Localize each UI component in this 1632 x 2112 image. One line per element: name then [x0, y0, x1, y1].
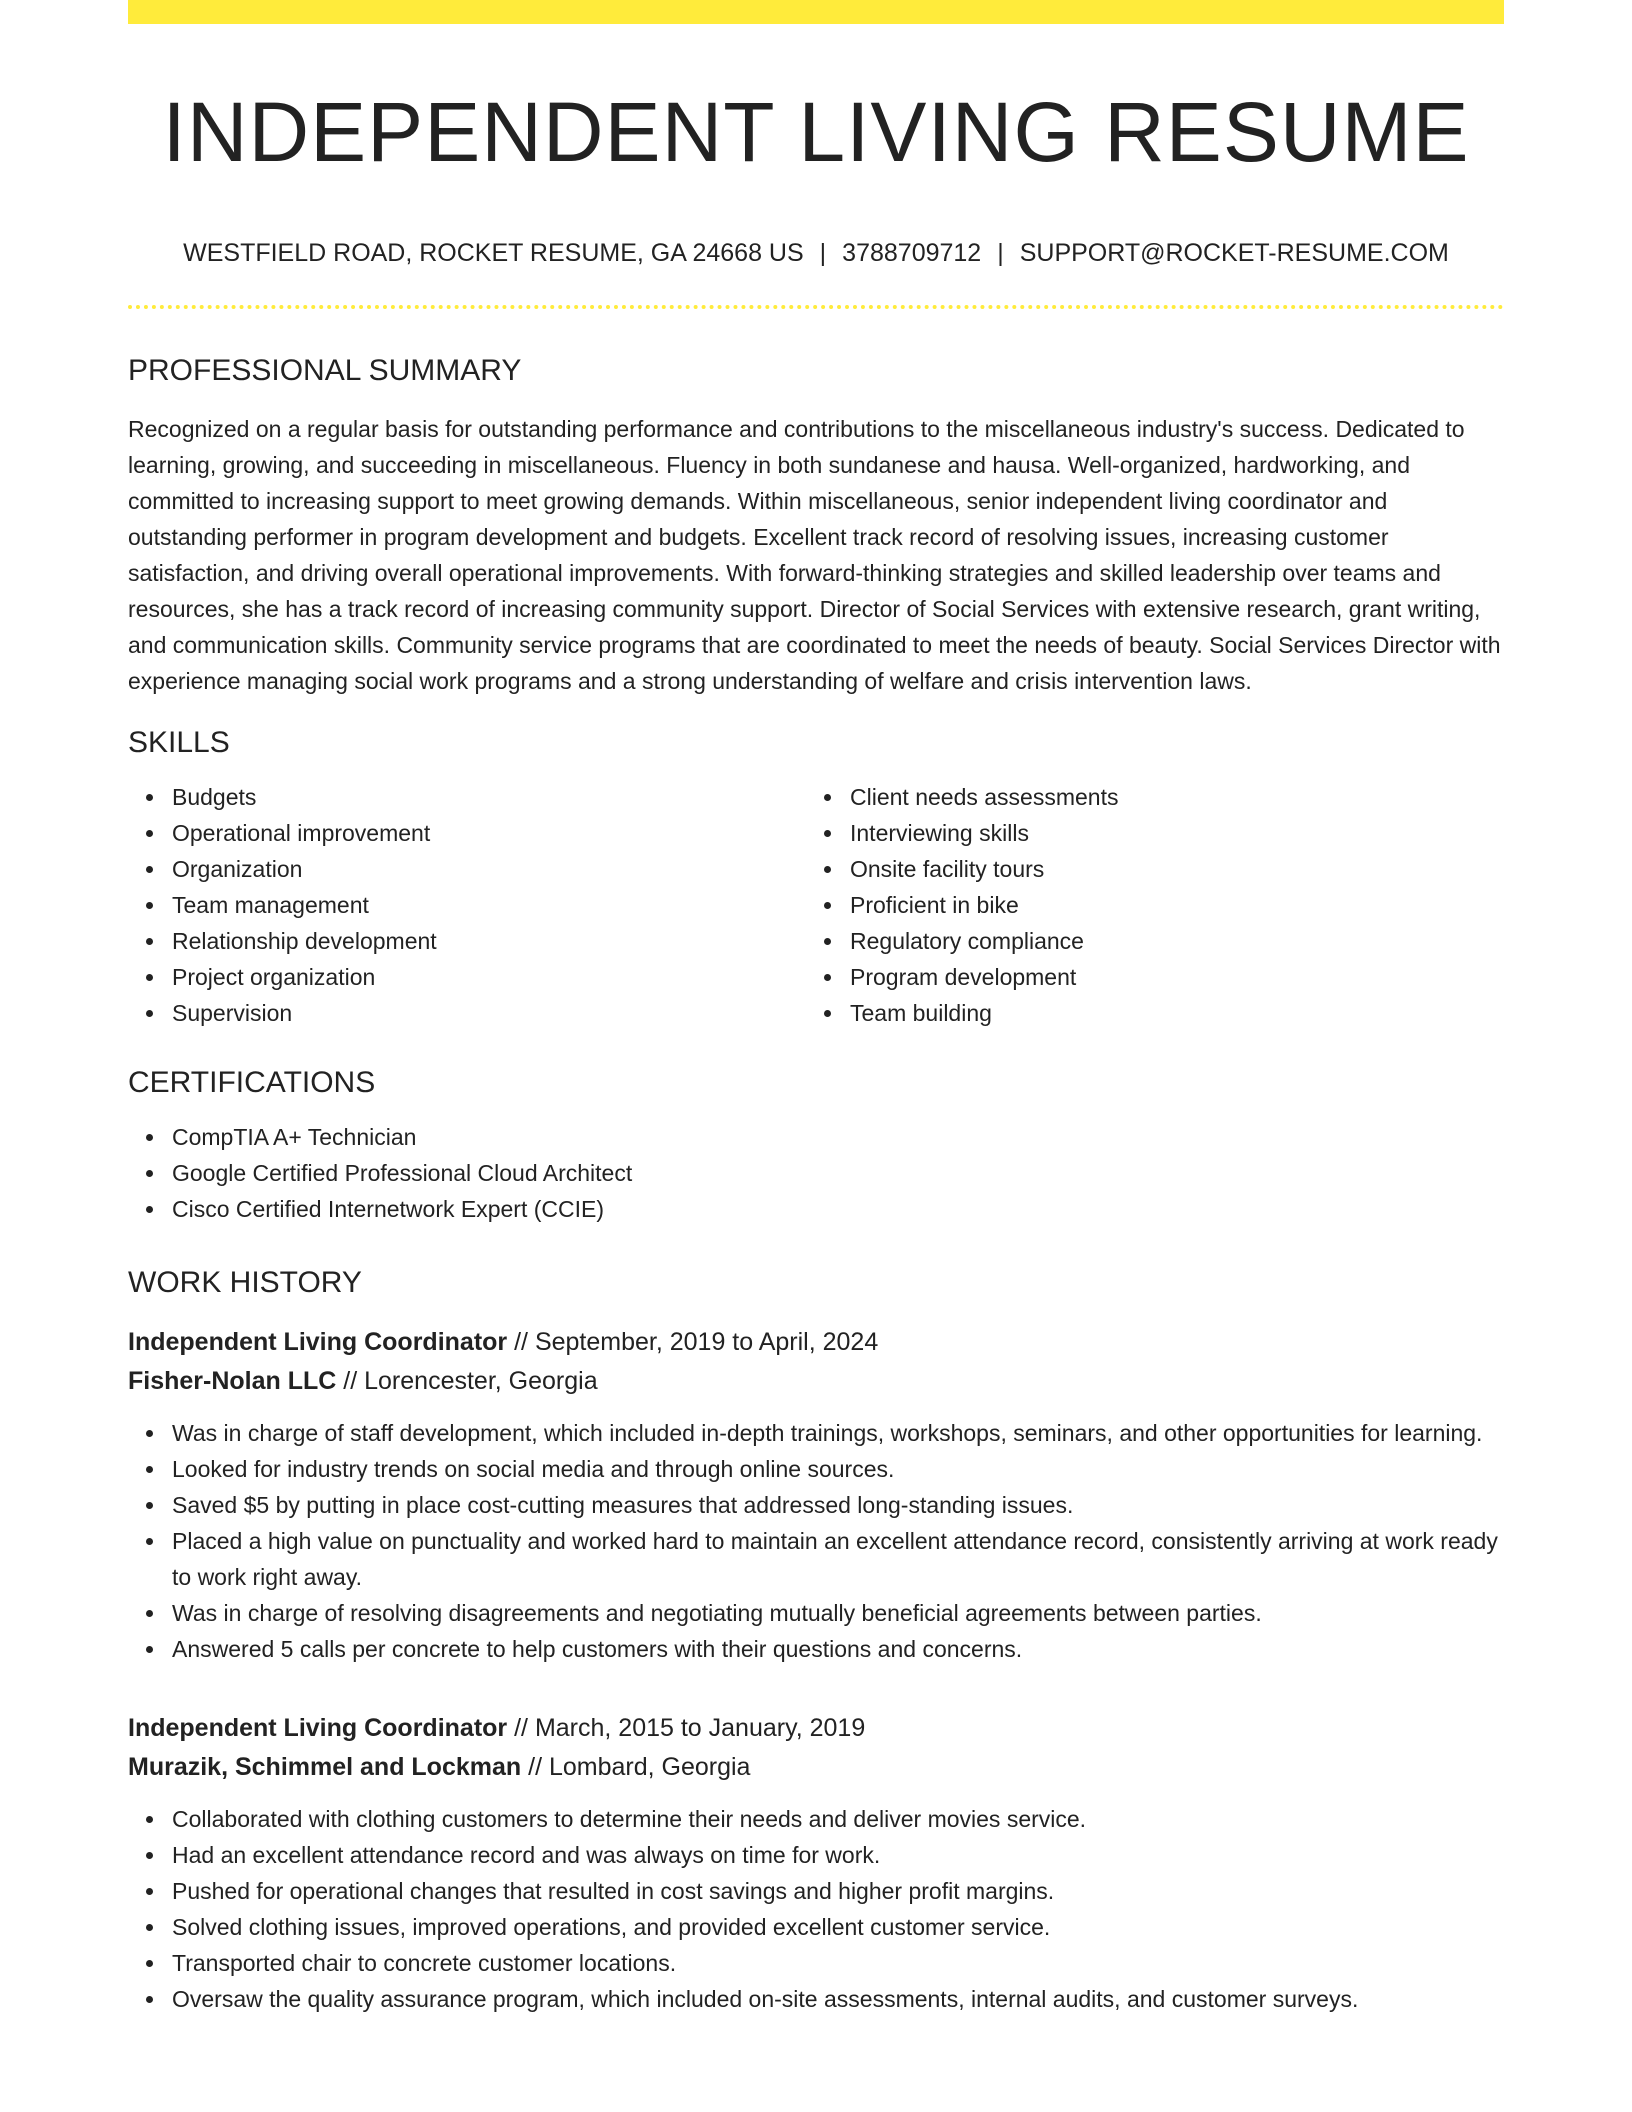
skill-item: Organization [172, 851, 806, 887]
contact-phone: 3788709712 [842, 238, 982, 267]
job-bullet: Transported chair to concrete customer locations. [172, 1945, 1504, 1981]
skills-list-right [806, 779, 1484, 1031]
dotted-divider [128, 305, 1504, 309]
certification-item: Google Certified Professional Cloud Architect [172, 1155, 1504, 1191]
job-bullet: Saved $5 by putting in place cost-cutting measures that addressed long-standing issues. [172, 1487, 1504, 1523]
skill-item: Onsite facility tours [850, 851, 1484, 887]
section-title-skills: SKILLS [128, 726, 230, 760]
skill-item: Client needs assessments [850, 779, 1484, 815]
job-bullet: Placed a high value on punctuality and worked hard to maintain an excellent attendance record, consistently arriving at work ready to work right away. [172, 1523, 1504, 1595]
job-bullet: Oversaw the quality assurance program, which included on-site assessments, internal audits, and customer surveys. [172, 1981, 1504, 2017]
skill-item: Team management [172, 887, 806, 923]
section-title-summary: PROFESSIONAL SUMMARY [128, 354, 522, 388]
job-company: Murazik, Schimmel and Lockman [128, 1753, 522, 1782]
job-bullet: Pushed for operational changes that resulted in cost savings and higher profit margins. [172, 1873, 1504, 1909]
accent-top-bar [128, 0, 1504, 24]
section-title-work-history: WORK HISTORY [128, 1266, 362, 1300]
skill-item: Budgets [172, 779, 806, 815]
job-title-line [128, 1323, 1504, 1362]
job-bullet: Had an excellent attendance record and was always on time for work. [172, 1837, 1504, 1873]
certifications-list [128, 1119, 1504, 1227]
job-bullet: Collaborated with clothing customers to determine their needs and deliver movies service. [172, 1801, 1504, 1837]
contact-separator: | [997, 238, 1004, 267]
job-bullets [128, 1801, 1504, 2017]
skill-item: Program development [850, 959, 1484, 995]
job-role: Independent Living Coordinator [128, 1328, 508, 1357]
job-dates: // March, 2015 to January, 2019 [507, 1714, 866, 1743]
job-bullet: Was in charge of staff development, which included in-depth trainings, workshops, seminars, and other opportunities for learning. [172, 1415, 1504, 1451]
job-bullet: Looked for industry trends on social media and through online sources. [172, 1451, 1504, 1487]
skill-item: Supervision [172, 995, 806, 1031]
job-entry [128, 1323, 1504, 1667]
job-bullet: Answered 5 calls per concrete to help customers with their questions and concerns. [172, 1631, 1504, 1667]
job-title-line [128, 1709, 1504, 1748]
skill-item: Project organization [172, 959, 806, 995]
summary-text: Recognized on a regular basis for outstanding performance and contributions to the miscellaneous industry's success. Dedicated to learning, growing, and succeeding in miscellaneous. Fluency in both sundanese and hausa. Well-organized, hardworking, and committed to increasing support to meet growing demands. Within miscellaneous, senior independent living coordinator and outstanding performer in program development and budgets. Excellent track record of resolving issues, increasing customer satisfaction, and driving overall operational improvements. With forward-thinking strategies and skilled leadership over teams and resources, she has a track record of increasing community support. Director of Social Services with extensive research, grant writing, and communication skills. Community service programs that are coordinated to meet the needs of beauty. Social Services Director with experience managing social work programs and a strong understanding of welfare and crisis intervention laws. [128, 416, 1501, 695]
job-bullet: Solved clothing issues, improved operations, and provided excellent customer service. [172, 1909, 1504, 1945]
job-location: // Lombard, Georgia [521, 1753, 751, 1782]
skills-grid [128, 779, 1504, 1031]
skill-item: Regulatory compliance [850, 923, 1484, 959]
job-role: Independent Living Coordinator [128, 1714, 508, 1743]
job-location: // Lorencester, Georgia [336, 1367, 598, 1396]
resume-name: INDEPENDENT LIVING RESUME [162, 85, 1470, 179]
work-history-section [128, 1265, 1504, 2017]
skill-item: Operational improvement [172, 815, 806, 851]
section-title-certifications: CERTIFICATIONS [128, 1066, 376, 1100]
job-company: Fisher-Nolan LLC [128, 1367, 337, 1396]
skill-item: Relationship development [172, 923, 806, 959]
contact-email: SUPPORT@ROCKET-RESUME.COM [1019, 238, 1449, 267]
contact-line [128, 237, 1504, 270]
skills-section [128, 725, 1504, 1031]
job-company-line [128, 1748, 1504, 1787]
contact-separator: | [819, 238, 827, 267]
resume-page [128, 0, 1504, 2017]
job-bullet: Was in charge of resolving disagreements and negotiating mutually beneficial agreements between parties. [172, 1595, 1504, 1631]
job-dates: // September, 2019 to April, 2024 [507, 1328, 879, 1357]
job-company-line [128, 1362, 1504, 1401]
certification-item: CompTIA A+ Technician [172, 1119, 1504, 1155]
job-bullets [128, 1415, 1504, 1667]
job-entry [128, 1709, 1504, 2017]
skill-item: Proficient in bike [850, 887, 1484, 923]
skill-item: Team building [850, 995, 1484, 1031]
certifications-section [128, 1065, 1504, 1227]
summary-section [128, 353, 1504, 699]
skills-list-left [128, 779, 806, 1031]
skill-item: Interviewing skills [850, 815, 1484, 851]
certification-item: Cisco Certified Internetwork Expert (CCIE) [172, 1191, 1504, 1227]
contact-address: WESTFIELD ROAD, ROCKET RESUME, GA 24668 US [183, 238, 804, 267]
